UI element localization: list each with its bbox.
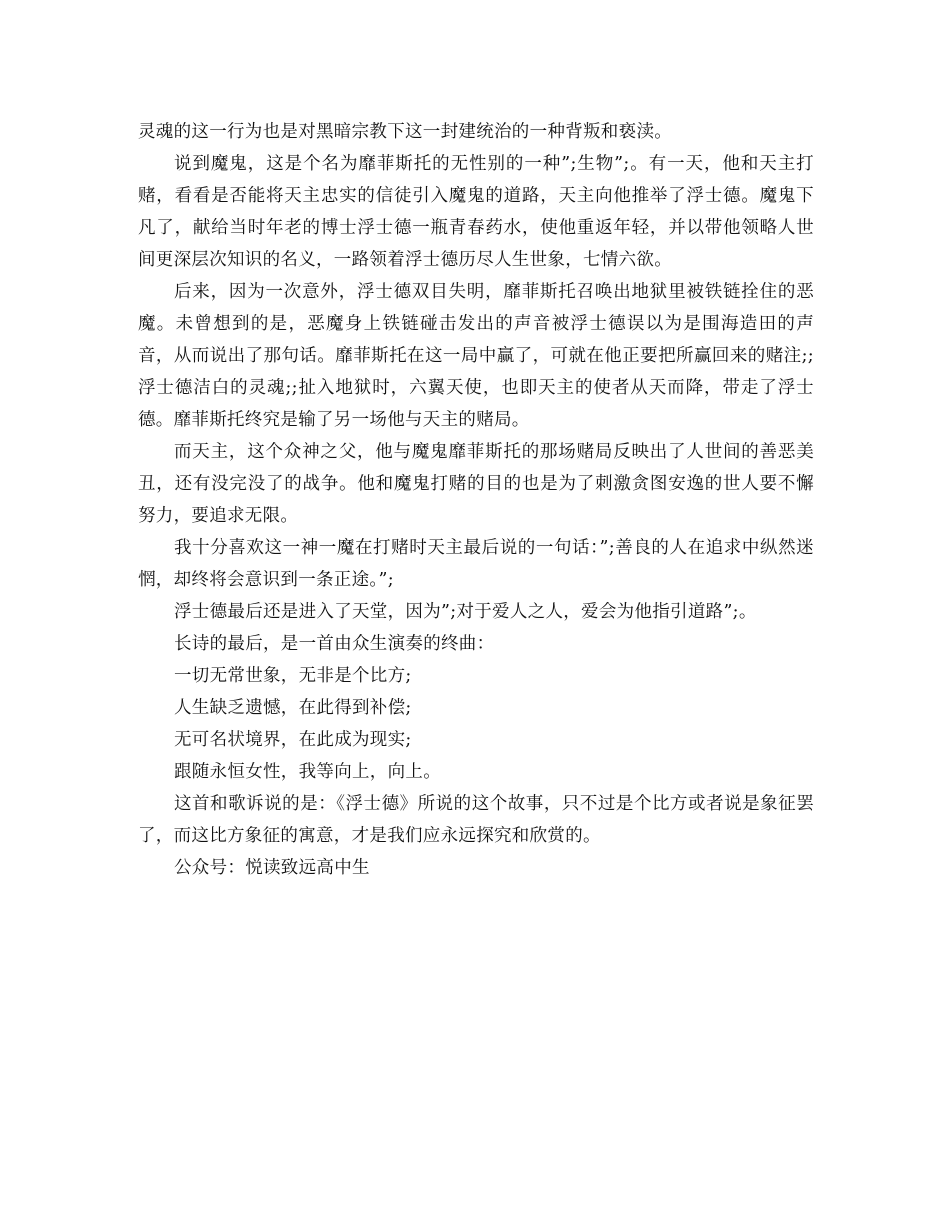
paragraph-2: 说到魔鬼，这是个名为靡菲斯托的无性别的一种”;生物”;。有一天，他和天主打赌，看看是否能将天主忠实的信徒引入魔鬼的道路，天主向他推举了浮士德。魔鬼下凡了，献给当时年老的博士浮士德一瓶青春药水，使他重返年轻，并以带他领略人世间更深层次知识的名义，一路领着浮士德历尽人生世象，七情六欲。 (138, 154, 814, 270)
poem-line-4: 跟随永恒女性，我等向上，向上。 (174, 762, 441, 782)
footer-account: 公众号：悦读致远高中生 (174, 858, 370, 878)
paragraph-1: 灵魂的这一行为也是对黑暗宗教下这一封建统治的一种背叛和亵渎。 (138, 122, 672, 142)
paragraph-8: 这首和歌诉说的是：《浮士德》所说的这个故事，只不过是个比方或者说是象征罢了，而这比方象征的寓意，才是我们应永远探究和欣赏的。 (138, 794, 814, 846)
document-body (138, 116, 814, 884)
poem-line-3: 无可名状境界，在此成为现实; (174, 730, 412, 750)
paragraph-3: 后来，因为一次意外，浮士德双目失明，靡菲斯托召唤出地狱里被铁链拴住的恶魔。未曾想到的是，恶魔身上铁链碰击发出的声音被浮士德误以为是围海造田的声音，从而说出了那句话。靡菲斯托在这一局中赢了，可就在他正要把所赢回来的赌注;;浮士德洁白的灵魂;;扯入地狱时，六翼天使，也即天主的使者从天而降，带走了浮士德。靡菲斯托终究是输了另一场他与天主的赌局。 (138, 282, 814, 430)
paragraph-5: 我十分喜欢这一神一魔在打赌时天主最后说的一句话：”;善良的人在追求中纵然迷惘，却终将会意识到一条正途。”; (138, 538, 814, 590)
paragraph-7: 长诗的最后，是一首由众生演奏的终曲： (174, 634, 495, 654)
paragraph-4: 而天主，这个众神之父，他与魔鬼靡菲斯托的那场赌局反映出了人世间的善恶美丑，还有没完没了的战争。他和魔鬼打赌的目的也是为了刺激贪图安逸的世人要不懈努力，要追求无限。 (138, 442, 814, 526)
poem-line-2: 人生缺乏遗憾，在此得到补偿; (174, 698, 412, 718)
paragraph-6: 浮士德最后还是进入了天堂，因为”;对于爱人之人，爱会为他指引道路”;。 (174, 602, 757, 622)
poem-line-1: 一切无常世象，无非是个比方; (174, 666, 412, 686)
